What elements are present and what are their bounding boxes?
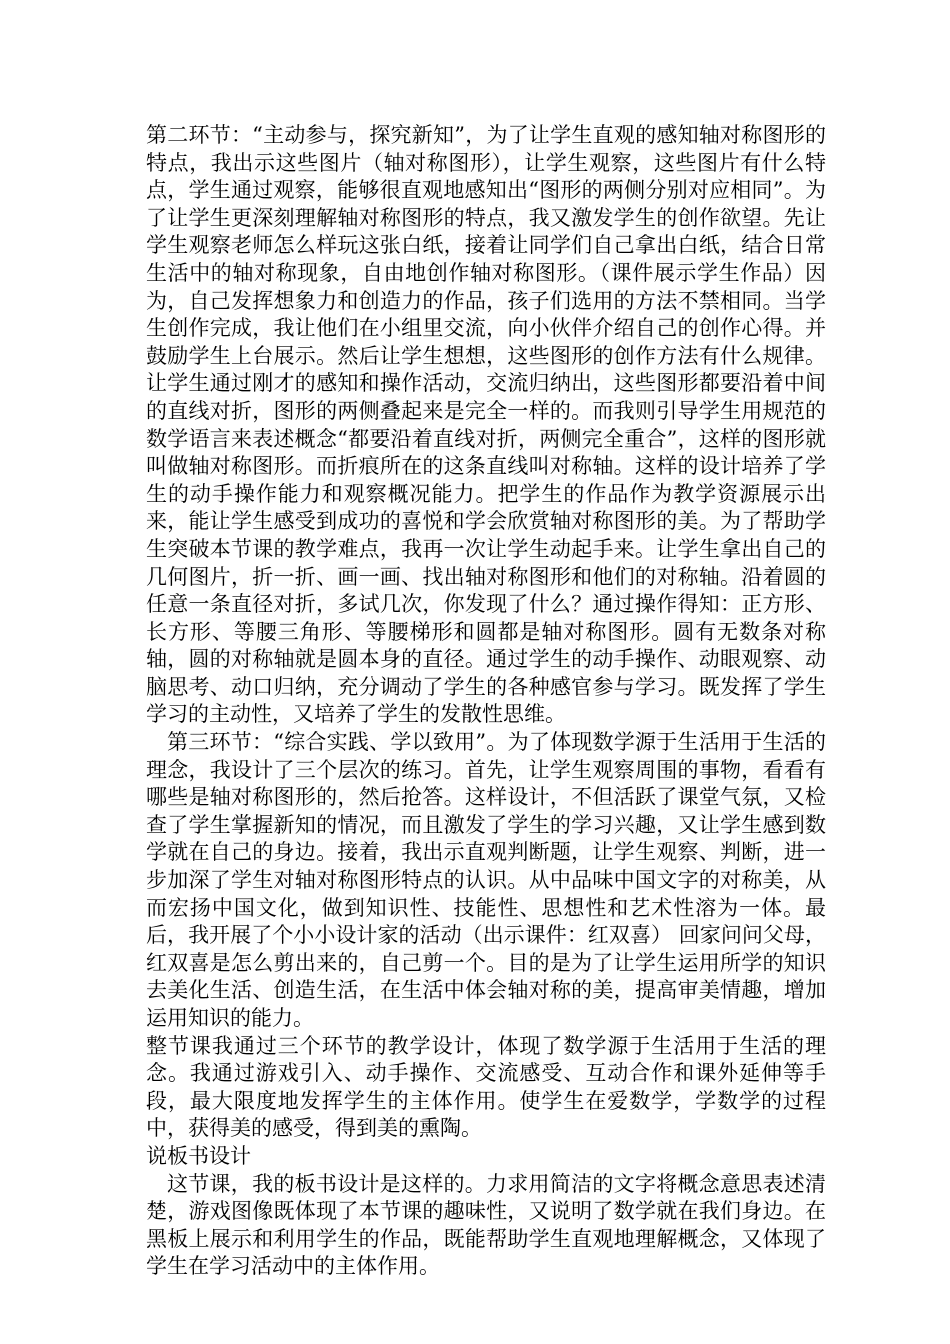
paragraph-board-design: 这节课，我的板书设计是这样的。力求用简洁的文字将概念意思表述清楚，游戏图像既体现了本节课的趣味性，又说明了数学就在我们身边。在黑板上展示和利用学生的作品，既能帮助学生直观地理解概念，又体现了学生在学习活动中的主体作用。 [146, 1171, 826, 1279]
paragraph-section-three: 第三环节：“综合实践、学以致用”。为了体现数学源于生活用于生活的理念，我设计了三个层次的练习。首先，让学生观察周围的事物，看看有哪些是轴对称图形的，然后抢答。这样设计，不但活跃了课堂气氛，又检查了学生掌握新知的情况，而且激发了学生的学习兴趣，又让学生感到数学就在自己的身边。接着，我出示直观判断题，让学生观察、判断，进一步加深了学生对轴对称图形特点的认识。从中品味中国文字的对称美，从而宏扬中国文化，做到知识性、技能性、思想性和艺术性溶为一体。最后，我开展了个小小设计家的活动（出示课件：红双喜） 回家问问父母，红双喜是怎么剪出来的，自己剪一个。目的是为了让学生运用所学的知识去美化生活、创造生活，在生活中体会轴对称的美，提高审美情趣，增加运用知识的能力。 [146, 730, 826, 1030]
document-body [146, 122, 826, 1281]
paragraph-summary: 整节课我通过三个环节的教学设计，体现了数学源于生活用于生活的理念。我通过游戏引入、动手操作、交流感受、互动合作和课外延伸等手段，最大限度地发挥学生的主体作用。使学生在爱数学，学数学的过程中，获得美的感受，得到美的熏陶。 [146, 1033, 826, 1141]
paragraph-section-two: 第二环节：“主动参与，探究新知”，为了让学生直观的感知轴对称图形的特点，我出示这些图片（轴对称图形），让学生观察，这些图片有什么特点，学生通过观察，能够很直观地感知出“图形的两侧分别对应相同”。为了让学生更深刻理解轴对称图形的特点，我又激发学生的创作欲望。先让学生观察老师怎么样玩这张白纸，接着让同学们自己拿出白纸，结合日常生活中的轴对称现象，自由地创作轴对称图形。（课件展示学生作品）因为，自己发挥想象力和创造力的作品，孩子们选用的方法不禁相同。当学生创作完成，我让他们在小组里交流，向小伙伴介绍自己的创作心得。并鼓励学生上台展示。然后让学生想想，这些图形的创作方法有什么规律。让学生通过刚才的感知和操作活动，交流归纳出，这些图形都要沿着中间的直线对折，图形的两侧叠起来是完全一样的。而我则引导学生用规范的数学语言来表述概念“都要沿着直线对折，两侧完全重合”，这样的图形就叫做轴对称图形。而折痕所在的这条直线叫对称轴。这样的设计培养了学生的动手操作能力和观察概况能力。把学生的作品作为教学资源展示出来，能让学生感受到成功的喜悦和学会欣赏轴对称图形的美。为了帮助学生突破本节课的教学难点，我再一次让学生动起手来。让学生拿出自己的几何图片，折一折、画一画、找出轴对称图形和他们的对称轴。沿着圆的任意一条直径对折，多试几次，你发现了什么？通过操作得知：正方形、长方形、等腰三角形、等腰梯形和圆都是轴对称图形。圆有无数条对称轴，圆的对称轴就是圆本身的直径。通过学生的动手操作、动眼观察、动脑思考、动口归纳，充分调动了学生的各种感官参与学习。既发挥了学生学习的主动性，又培养了学生的发散性思维。 [146, 123, 826, 727]
section-heading-board-design: 说板书设计 [146, 1143, 251, 1168]
